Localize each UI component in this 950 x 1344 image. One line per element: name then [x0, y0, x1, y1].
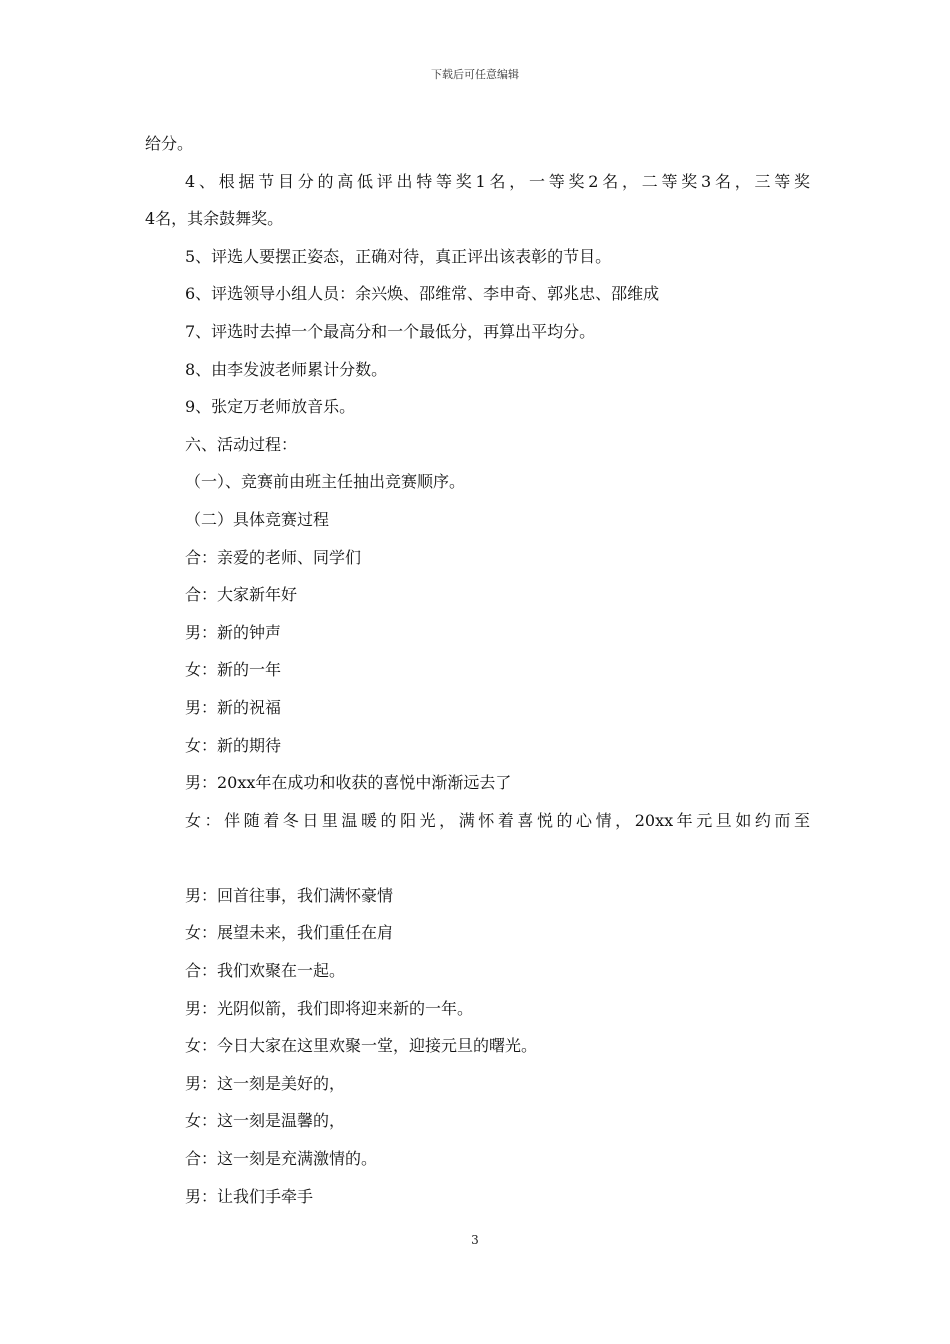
section-heading: 六、活动过程：: [185, 434, 298, 454]
dialogue-line: 合：我们欢聚在一起。: [185, 961, 346, 981]
page-number: 3: [471, 1233, 479, 1247]
document-body: [145, 125, 810, 1215]
dialogue-line: 男：20xx年在成功和收获的喜悦中渐渐远去了: [185, 773, 512, 793]
paragraph-line: （一）、竞赛前由班主任抽出竞赛顺序。: [185, 472, 466, 492]
dialogue-line: 合：亲爱的老师、同学们: [185, 547, 362, 567]
paragraph-line: 9、张定万老师放音乐。: [185, 397, 356, 417]
dialogue-line: 男：回首往事，我们满怀豪情: [185, 885, 394, 905]
dialogue-line: 男：新的钟声: [185, 622, 282, 642]
paragraph-line: 7、评选时去掉一个最高分和一个最低分，再算出平均分。: [185, 321, 596, 341]
dialogue-line: 女：展望未来，我们重任在肩: [185, 923, 394, 943]
paragraph-line: 6、评选领导小组人员：余兴焕、邵维常、李申奇、郭兆忠、邵维成: [185, 284, 660, 304]
paragraph-line: 4名，其余鼓舞奖。: [145, 209, 284, 229]
dialogue-line: 女：伴随着冬日里温暖的阳光，满怀着喜悦的心情，20xx年元旦如约而至: [185, 810, 810, 830]
dialogue-line: 男：这一刻是美好的，: [185, 1073, 346, 1093]
dialogue-line: 合：大家新年好: [185, 585, 298, 605]
paragraph-line: 给分。: [145, 134, 194, 153]
dialogue-line: 女：新的期待: [185, 735, 282, 755]
paragraph-line: 8、由李发波老师累计分数。: [185, 359, 388, 379]
dialogue-line: 合：这一刻是充满激情的。: [185, 1149, 378, 1169]
dialogue-line: 男：新的祝福: [185, 697, 282, 717]
dialogue-line: 女：今日大家在这里欢聚一堂，迎接元旦的曙光。: [185, 1036, 538, 1056]
dialogue-line: 男：光阴似箭，我们即将迎来新的一年。: [185, 998, 474, 1018]
dialogue-line: 男：让我们手牵手: [185, 1186, 314, 1206]
page-header: 下载后可任意编辑: [431, 68, 519, 81]
dialogue-line: 女：新的一年: [185, 660, 282, 680]
paragraph-line: 5、评选人要摆正姿态，正确对待，真正评出该表彰的节目。: [185, 246, 612, 266]
paragraph-line: （二）具体竞赛过程: [185, 509, 330, 529]
dialogue-line: 女：这一刻是温馨的，: [185, 1111, 346, 1131]
paragraph-line: 4、根据节目分的高低评出特等奖1名，一等奖2名，二等奖3名，三等奖: [185, 171, 810, 191]
